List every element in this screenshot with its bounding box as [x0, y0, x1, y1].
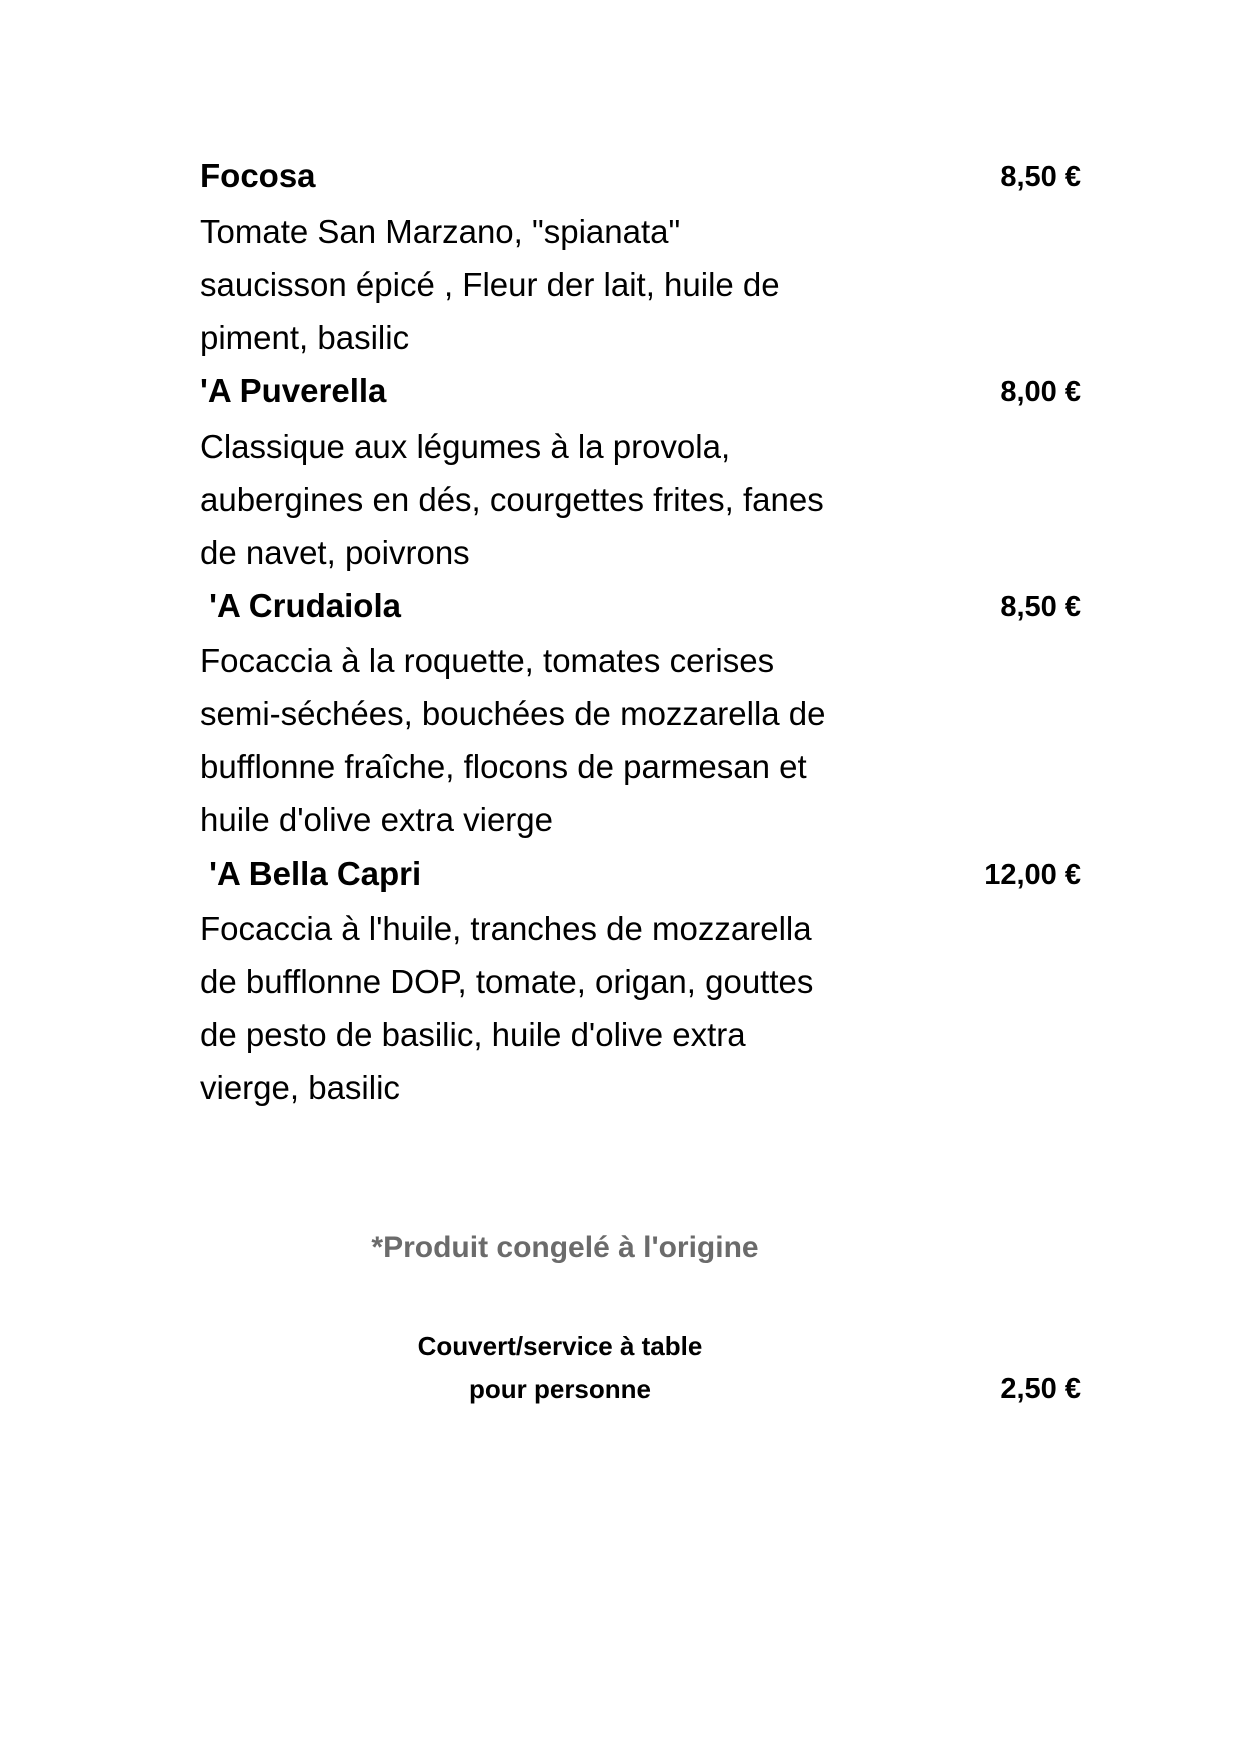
menu-item-price-bella-capri: 12,00 €	[984, 859, 1081, 891]
service-label-line: pour personne	[468, 1374, 651, 1404]
description-line: piment, basilic	[200, 319, 410, 356]
description-line: semi-séchées, bouchées de mozzarella de	[200, 695, 826, 732]
description-line: de bufflonne DOP, tomate, origan, gouttes	[200, 963, 814, 1000]
menu-item-name-bella-capri: 'A Bella Capri	[200, 855, 422, 892]
description-line: huile d'olive extra vierge	[200, 801, 553, 838]
menu-item-price-focosa: 8,50 €	[1000, 161, 1081, 193]
description-line: de pesto de basilic, huile d'olive extra	[200, 1016, 746, 1053]
description-line: saucisson épicé , Fleur der lait, huile de	[200, 266, 780, 303]
menu-item-description-focosa	[200, 205, 960, 364]
description-line: de navet, poivrons	[200, 534, 470, 571]
description-line: vierge, basilic	[200, 1069, 400, 1106]
description-line: Focaccia à la roquette, tomates cerises	[200, 642, 775, 679]
menu-item-description-crudaiola	[200, 634, 960, 846]
description-line: Tomate San Marzano, "spianata"	[200, 213, 681, 250]
menu-item-name-puverella: 'A Puverella	[200, 372, 387, 409]
description-line: Focaccia à l'huile, tranches de mozzarella	[200, 910, 812, 947]
menu-item-price-puverella: 8,00 €	[1000, 376, 1081, 408]
description-line: aubergines en dés, courgettes frites, fanes	[200, 481, 824, 518]
service-label-line: Couvert/service à table	[417, 1331, 703, 1361]
menu-item-name-focosa: Focosa	[200, 157, 316, 194]
description-line: bufflonne fraîche, flocons de parmesan et	[200, 748, 807, 785]
menu-item-description-puverella	[200, 420, 960, 579]
menu-item-description-bella-capri	[200, 902, 960, 1114]
menu-item-name-crudaiola: 'A Crudaiola	[200, 587, 401, 624]
menu-item-price-crudaiola: 8,50 €	[1000, 591, 1081, 623]
frozen-product-footnote: *Produit congelé à l'origine	[371, 1231, 759, 1264]
description-line: Classique aux légumes à la provola,	[200, 428, 731, 465]
service-charge-price: 2,50 €	[1000, 1373, 1081, 1405]
service-charge-label	[360, 1325, 760, 1411]
